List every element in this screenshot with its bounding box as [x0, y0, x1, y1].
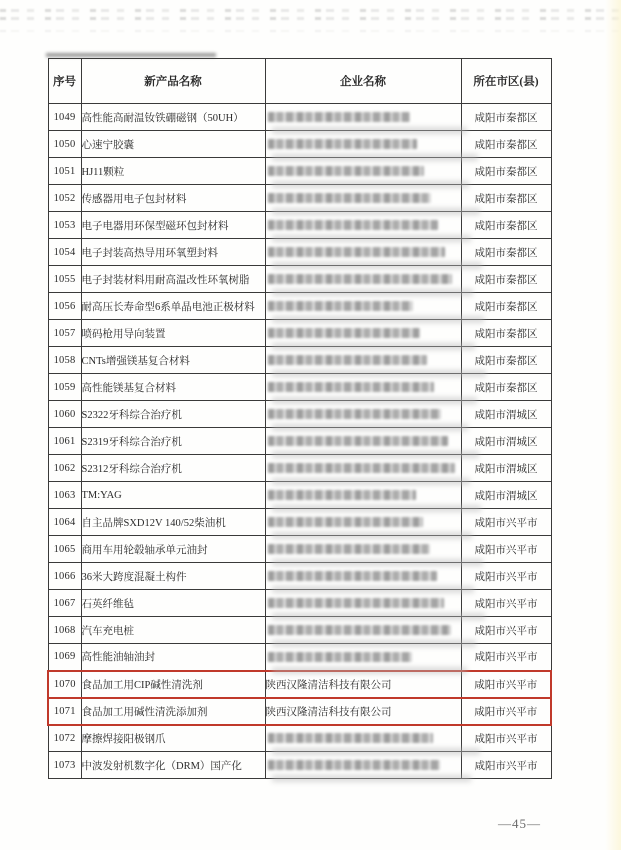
scan-noise-band — [0, 17, 621, 20]
location-cell: 咸阳市秦都区 — [461, 158, 551, 185]
serial-cell: 1059 — [48, 374, 81, 401]
header-row — [48, 59, 551, 104]
product-cell: 自主品牌SXD12V 140/52柴油机 — [81, 509, 265, 536]
location-cell: 咸阳市秦都区 — [461, 293, 551, 320]
scan-noise-band — [0, 9, 621, 12]
company-cell — [265, 320, 461, 347]
serial-cell: 1056 — [48, 293, 81, 320]
table-row — [48, 158, 551, 185]
product-cell: 心速宁胶囊 — [81, 131, 265, 158]
table-row — [48, 131, 551, 158]
redacted-company-name — [268, 760, 440, 770]
table-row — [48, 590, 551, 617]
location-cell: 咸阳市兴平市 — [461, 725, 551, 752]
table-row — [48, 482, 551, 509]
table-row — [48, 617, 551, 644]
location-cell: 咸阳市秦都区 — [461, 104, 551, 131]
table-row — [48, 347, 551, 374]
company-cell — [265, 239, 461, 266]
table-row — [48, 455, 551, 482]
product-cell: 食品加工用CIP碱性清洗剂 — [81, 671, 265, 698]
table-row — [48, 428, 551, 455]
col-header-product-name: 新产品名称 — [81, 59, 265, 104]
table-body — [48, 104, 551, 779]
page-number: —45— — [498, 816, 541, 831]
table-row — [48, 752, 551, 779]
redacted-company-name — [268, 220, 438, 230]
product-cell: 石英纤维毡 — [81, 590, 265, 617]
product-cell: 电子电器用环保型磁环包封材料 — [81, 212, 265, 239]
company-cell — [265, 104, 461, 131]
product-cell: S2312牙科综合治疗机 — [81, 455, 265, 482]
serial-cell: 1070 — [48, 671, 81, 698]
company-cell — [265, 590, 461, 617]
company-cell — [265, 617, 461, 644]
location-cell: 咸阳市秦都区 — [461, 266, 551, 293]
company-cell — [265, 644, 461, 671]
table-row — [48, 212, 551, 239]
col-header-location: 所在市区(县) — [461, 59, 551, 104]
redacted-company-name — [268, 112, 410, 122]
serial-cell: 1054 — [48, 239, 81, 266]
location-cell: 咸阳市秦都区 — [461, 185, 551, 212]
location-cell: 咸阳市兴平市 — [461, 563, 551, 590]
table-row — [48, 239, 551, 266]
company-cell — [265, 131, 461, 158]
table-row — [48, 185, 551, 212]
serial-cell: 1067 — [48, 590, 81, 617]
serial-cell: 1065 — [48, 536, 81, 563]
table-row — [48, 320, 551, 347]
serial-cell: 1053 — [48, 212, 81, 239]
redacted-company-name — [268, 193, 431, 203]
serial-cell: 1061 — [48, 428, 81, 455]
location-cell: 咸阳市兴平市 — [461, 617, 551, 644]
table-row — [48, 536, 551, 563]
product-cell: 电子封装高热导用环氧塑封料 — [81, 239, 265, 266]
location-cell: 咸阳市兴平市 — [461, 509, 551, 536]
serial-cell: 1071 — [48, 698, 81, 725]
serial-cell: 1062 — [48, 455, 81, 482]
redacted-company-name — [268, 544, 430, 554]
product-cell: 电子封装材料用耐高温改性环氧树脂 — [81, 266, 265, 293]
product-cell: 高性能镁基复合材料 — [81, 374, 265, 401]
company-cell — [265, 752, 461, 779]
product-cell: 喷码枪用导向装置 — [81, 320, 265, 347]
company-cell — [265, 536, 461, 563]
product-cell: S2322牙科综合治疗机 — [81, 401, 265, 428]
company-cell — [265, 158, 461, 185]
company-cell — [265, 509, 461, 536]
product-cell: 高性能油轴油封 — [81, 644, 265, 671]
location-cell: 咸阳市秦都区 — [461, 320, 551, 347]
company-cell — [265, 428, 461, 455]
redacted-company-name — [268, 328, 420, 338]
product-cell: TM:YAG — [81, 482, 265, 509]
company-cell — [265, 293, 461, 320]
product-cell: 商用车用轮毂轴承单元油封 — [81, 536, 265, 563]
serial-cell: 1064 — [48, 509, 81, 536]
table-row — [48, 563, 551, 590]
redacted-company-name — [268, 490, 416, 500]
location-cell: 咸阳市秦都区 — [461, 374, 551, 401]
scan-edge-tint — [605, 0, 621, 850]
serial-cell: 1049 — [48, 104, 81, 131]
location-cell: 咸阳市渭城区 — [461, 482, 551, 509]
table-row — [48, 266, 551, 293]
redacted-company-name — [268, 598, 444, 608]
product-cell: 中波发射机数字化（DRM）国产化 — [81, 752, 265, 779]
serial-cell: 1060 — [48, 401, 81, 428]
company-cell — [265, 212, 461, 239]
table-row — [48, 401, 551, 428]
table-row — [48, 725, 551, 752]
col-header-company-name: 企业名称 — [265, 59, 461, 104]
product-cell: 汽车充电桩 — [81, 617, 265, 644]
product-cell: 食品加工用碱性清洗添加剂 — [81, 698, 265, 725]
product-cell: 36米大跨度混凝土构件 — [81, 563, 265, 590]
location-cell: 咸阳市兴平市 — [461, 752, 551, 779]
location-cell: 咸阳市秦都区 — [461, 131, 551, 158]
company-cell — [265, 563, 461, 590]
redacted-company-name — [268, 733, 433, 743]
products-table — [47, 58, 552, 779]
location-cell: 咸阳市渭城区 — [461, 428, 551, 455]
col-header-serial: 序号 — [48, 59, 81, 104]
serial-cell: 1050 — [48, 131, 81, 158]
location-cell: 咸阳市兴平市 — [461, 536, 551, 563]
company-cell — [265, 266, 461, 293]
table-row-highlighted — [48, 698, 551, 725]
company-cell: 陕西汉隆清洁科技有限公司 — [265, 698, 461, 725]
serial-cell: 1069 — [48, 644, 81, 671]
serial-cell: 1072 — [48, 725, 81, 752]
redacted-company-name — [268, 571, 437, 581]
location-cell: 咸阳市兴平市 — [461, 698, 551, 725]
serial-cell: 1066 — [48, 563, 81, 590]
redacted-company-name — [268, 625, 451, 635]
table-row — [48, 104, 551, 131]
table-row — [48, 293, 551, 320]
company-cell — [265, 401, 461, 428]
serial-cell: 1055 — [48, 266, 81, 293]
redacted-company-name — [268, 382, 434, 392]
redacted-company-name — [268, 301, 413, 311]
redacted-company-name — [268, 274, 452, 284]
serial-cell: 1051 — [48, 158, 81, 185]
redacted-company-name — [268, 463, 455, 473]
product-cell: 高性能高耐温钕铁硼磁钢（50UH） — [81, 104, 265, 131]
company-cell — [265, 482, 461, 509]
location-cell: 咸阳市渭城区 — [461, 401, 551, 428]
company-cell — [265, 374, 461, 401]
redacted-company-name — [268, 652, 412, 662]
product-cell: S2319牙科综合治疗机 — [81, 428, 265, 455]
table-row — [48, 509, 551, 536]
company-cell — [265, 185, 461, 212]
table-row — [48, 374, 551, 401]
redacted-company-name — [268, 409, 441, 419]
serial-cell: 1052 — [48, 185, 81, 212]
location-cell: 咸阳市秦都区 — [461, 212, 551, 239]
company-cell — [265, 455, 461, 482]
scan-noise-band — [0, 30, 621, 32]
product-cell: HJ11颗粒 — [81, 158, 265, 185]
location-cell: 咸阳市渭城区 — [461, 455, 551, 482]
redacted-company-name — [268, 166, 424, 176]
product-cell: 摩擦焊接阳极钢爪 — [81, 725, 265, 752]
product-cell: 传感器用电子包封材料 — [81, 185, 265, 212]
redacted-company-name — [268, 517, 423, 527]
serial-cell: 1073 — [48, 752, 81, 779]
serial-cell: 1068 — [48, 617, 81, 644]
redaction-smear — [272, 775, 471, 782]
table-row-highlighted — [48, 671, 551, 698]
redacted-company-name — [268, 436, 448, 446]
location-cell: 咸阳市秦都区 — [461, 347, 551, 374]
serial-cell: 1058 — [48, 347, 81, 374]
serial-cell: 1063 — [48, 482, 81, 509]
company-cell — [265, 347, 461, 374]
redacted-company-name — [268, 355, 427, 365]
location-cell: 咸阳市兴平市 — [461, 644, 551, 671]
product-cell: 耐高压长寿命型6系单晶电池正极材料 — [81, 293, 265, 320]
scan-smudge — [46, 53, 216, 57]
company-cell — [265, 725, 461, 752]
location-cell: 咸阳市兴平市 — [461, 671, 551, 698]
location-cell: 咸阳市秦都区 — [461, 239, 551, 266]
redacted-company-name — [268, 139, 417, 149]
location-cell: 咸阳市兴平市 — [461, 590, 551, 617]
table-row — [48, 644, 551, 671]
redacted-company-name — [268, 247, 445, 257]
product-cell: CNTs增强镁基复合材料 — [81, 347, 265, 374]
company-cell: 陕西汉隆清洁科技有限公司 — [265, 671, 461, 698]
serial-cell: 1057 — [48, 320, 81, 347]
